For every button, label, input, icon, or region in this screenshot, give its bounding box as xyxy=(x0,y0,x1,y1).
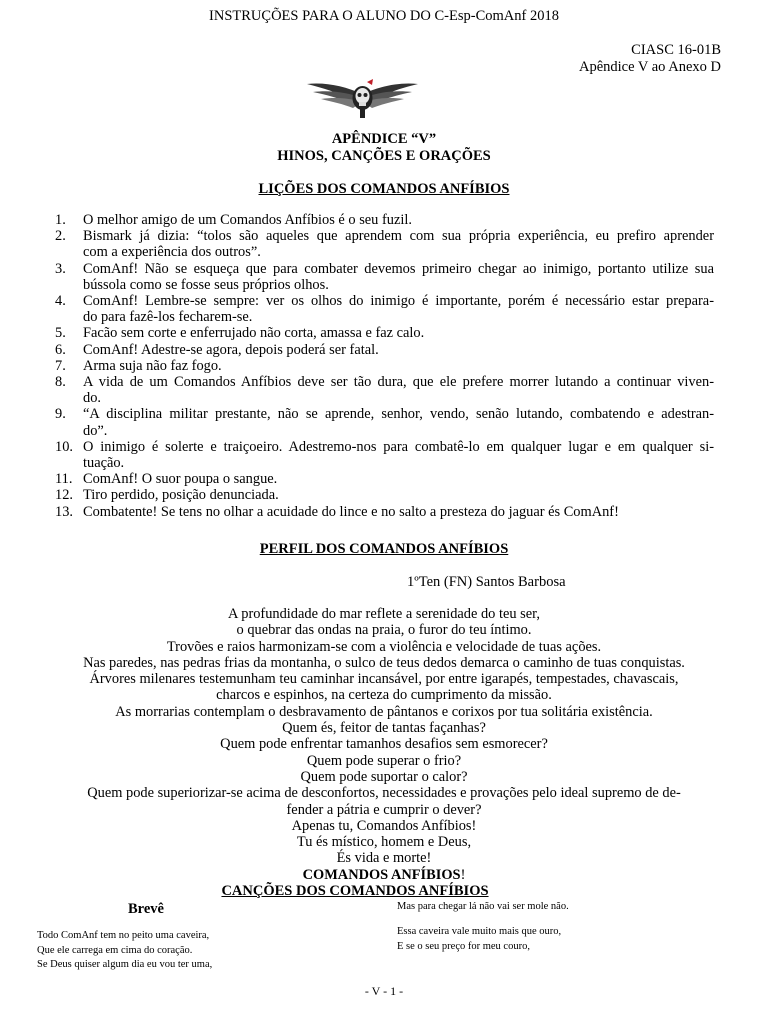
document-code: CIASC 16-01B xyxy=(631,42,721,58)
poem-line: Apenas tu, Comandos Anfíbios! xyxy=(291,817,477,834)
lesson-number: 10. xyxy=(55,438,73,455)
lessons-list xyxy=(55,212,714,520)
lesson-number: 6. xyxy=(55,341,66,358)
poem-line: Quem pode superiorizar-se acima de desconfortos, necessidades e provações pelo ideal supremo de de- xyxy=(87,785,681,802)
song-line: Essa caveira vale muito mais que ouro, xyxy=(397,926,562,937)
lesson-line: Combatente! Se tens no olhar a acuidade do lince e no salto a presteza do jaguar és ComAnf! xyxy=(83,503,619,520)
appendix-reference: Apêndice V ao Anexo D xyxy=(578,59,721,75)
lesson-number: 9. xyxy=(55,406,66,423)
poem-final-bold: COMANDOS ANFÍBIOS xyxy=(302,866,461,883)
song-line: Se Deus quiser algum dia eu vou ter uma, xyxy=(37,959,213,970)
lesson-item xyxy=(55,341,714,358)
profile-heading: PERFIL DOS COMANDOS ANFÍBIOS xyxy=(259,541,509,557)
poem-line: Árvores milenares testemunham teu caminhar incansável, por entre igarapés, tempestades, chavascais, xyxy=(89,671,679,688)
lesson-number: 5. xyxy=(55,325,66,342)
lesson-item xyxy=(55,406,714,439)
lesson-number: 2. xyxy=(55,228,66,245)
poem-line: o quebrar das ondas na praia, o furor do teu íntimo. xyxy=(236,622,532,639)
lesson-item xyxy=(55,293,714,326)
lesson-line: tuação. xyxy=(83,455,125,472)
poem-line: As morrarias contemplam o desbravamento de pântanos e corixos por tua solitária existência. xyxy=(115,703,653,720)
song-left-verse xyxy=(37,929,212,973)
lesson-line: com a experiência dos outros”. xyxy=(83,244,261,261)
lesson-item xyxy=(55,228,714,261)
poem-line: charcos e espinhos, na certeza do cumprimento da missão. xyxy=(216,687,552,704)
poem-final-mark: ! xyxy=(460,866,466,883)
poem-author: 1ºTen (FN) Santos Barbosa xyxy=(407,574,566,590)
lesson-line: ComAnf! Não se esqueça que para combater devemos primeiro chegar ao inimigo, portanto utilize sua xyxy=(83,260,714,277)
song-title-breve: Brevê xyxy=(128,901,164,917)
lesson-line: “A disciplina militar prestante, não se aprende, senhor, vendo, senão lutando, combatendo e adestran- xyxy=(83,406,714,423)
songs-heading: CANÇÕES DOS COMANDOS ANFÍBIOS xyxy=(221,883,489,899)
song-line: Que ele carrega em cima do coração. xyxy=(37,944,193,956)
lesson-number: 13. xyxy=(55,503,73,520)
lesson-line: bússola como se fosse seus próprios olhos. xyxy=(83,276,329,293)
lesson-line: ComAnf! Adestre-se agora, depois poderá ser fatal. xyxy=(83,341,379,358)
appendix-title: APÊNDICE “V” xyxy=(331,131,437,147)
poem-line: Quem pode suportar o calor? xyxy=(300,768,468,785)
lesson-line: Bismark já dizia: “tolos são aqueles que aprendem com sua própria experiência, eu prefiro aprender xyxy=(83,228,714,245)
lesson-number: 7. xyxy=(55,357,66,374)
lesson-number: 1. xyxy=(55,212,66,228)
lesson-line: do”. xyxy=(83,422,108,439)
song-right-verse xyxy=(397,925,561,954)
poem-line: A profundidade do mar reflete a serenidade do teu ser, xyxy=(228,606,540,622)
lesson-line: O melhor amigo de um Comandos Anfíbios é o seu fuzil. xyxy=(83,212,412,228)
lesson-number: 3. xyxy=(55,260,66,277)
lesson-item xyxy=(55,503,714,520)
poem-line: És vida e morte! xyxy=(336,850,432,867)
winged-skull-icon xyxy=(305,76,420,120)
song-line: Todo ComAnf tem no peito uma caveira, xyxy=(37,930,210,941)
lesson-item xyxy=(55,357,714,374)
poem-line: Tu és místico, homem e Deus, xyxy=(296,834,472,851)
lesson-item xyxy=(55,438,714,472)
lessons-heading: LIÇÕES DOS COMANDOS ANFÍBIOS xyxy=(258,181,510,197)
lesson-number: 4. xyxy=(55,293,66,310)
poem-line: Nas paredes, nas pedras frias da montanha, o sulco de teus dedos demarca o caminho de tuas conquistas. xyxy=(83,654,685,671)
poem-line: Quem pode enfrentar tamanhos desafios sem esmorecer? xyxy=(220,736,548,753)
lesson-line: Facão sem corte e enferrujado não corta, amassa e faz calo. xyxy=(83,325,425,342)
lesson-item xyxy=(55,260,714,293)
lesson-line: ComAnf! Lembre-se sempre: ver os olhos do inimigo é importante, porém é necessário estar prepara- xyxy=(83,293,714,310)
lesson-item xyxy=(55,471,714,488)
lesson-line: A vida de um Comandos Anfíbios deve ser tão dura, que ele prefere morrer lutando a continuar viven- xyxy=(83,374,714,391)
poem-line: fender a pátria e cumprir o dever? xyxy=(286,801,482,818)
lesson-line: Arma suja não faz fogo. xyxy=(83,357,222,374)
lesson-item xyxy=(55,487,714,504)
lesson-item xyxy=(55,374,714,407)
lesson-line: O inimigo é solerte e traiçoeiro. Adestremo-nos para combatê-lo em qualquer lugar e em qualquer si- xyxy=(83,438,714,455)
song-right-top-line: Mas para chegar lá não vai ser mole não. xyxy=(397,901,569,912)
poem-line: Quem és, feitor de tantas façanhas? xyxy=(282,720,486,737)
profile-poem xyxy=(40,606,728,883)
poem-final-line xyxy=(40,867,728,883)
lesson-item xyxy=(55,212,714,228)
song-line: E se o seu preço for meu couro, xyxy=(397,940,530,952)
lesson-line: do para fazê-los fecharem-se. xyxy=(83,309,253,326)
lesson-number: 12. xyxy=(55,487,73,504)
lesson-number: 11. xyxy=(55,471,73,488)
document-header-title: INSTRUÇÕES PARA O ALUNO DO C-Esp-ComAnf 2018 xyxy=(209,8,559,24)
lesson-number: 8. xyxy=(55,374,66,391)
lesson-line: do. xyxy=(83,390,101,407)
poem-line: Quem pode superar o frio? xyxy=(306,752,462,769)
appendix-subtitle: HINOS, CANÇÕES E ORAÇÕES xyxy=(277,148,491,164)
poem-line: Trovões e raios harmonizam-se com a violência e velocidade de tuas ações. xyxy=(166,638,602,655)
lesson-line: ComAnf! O suor poupa o sangue. xyxy=(83,471,278,488)
lesson-line: Tiro perdido, posição denunciada. xyxy=(83,487,279,504)
lesson-item xyxy=(55,325,714,342)
page-number: - V - 1 - xyxy=(364,984,404,998)
comanf-emblem xyxy=(305,76,420,120)
